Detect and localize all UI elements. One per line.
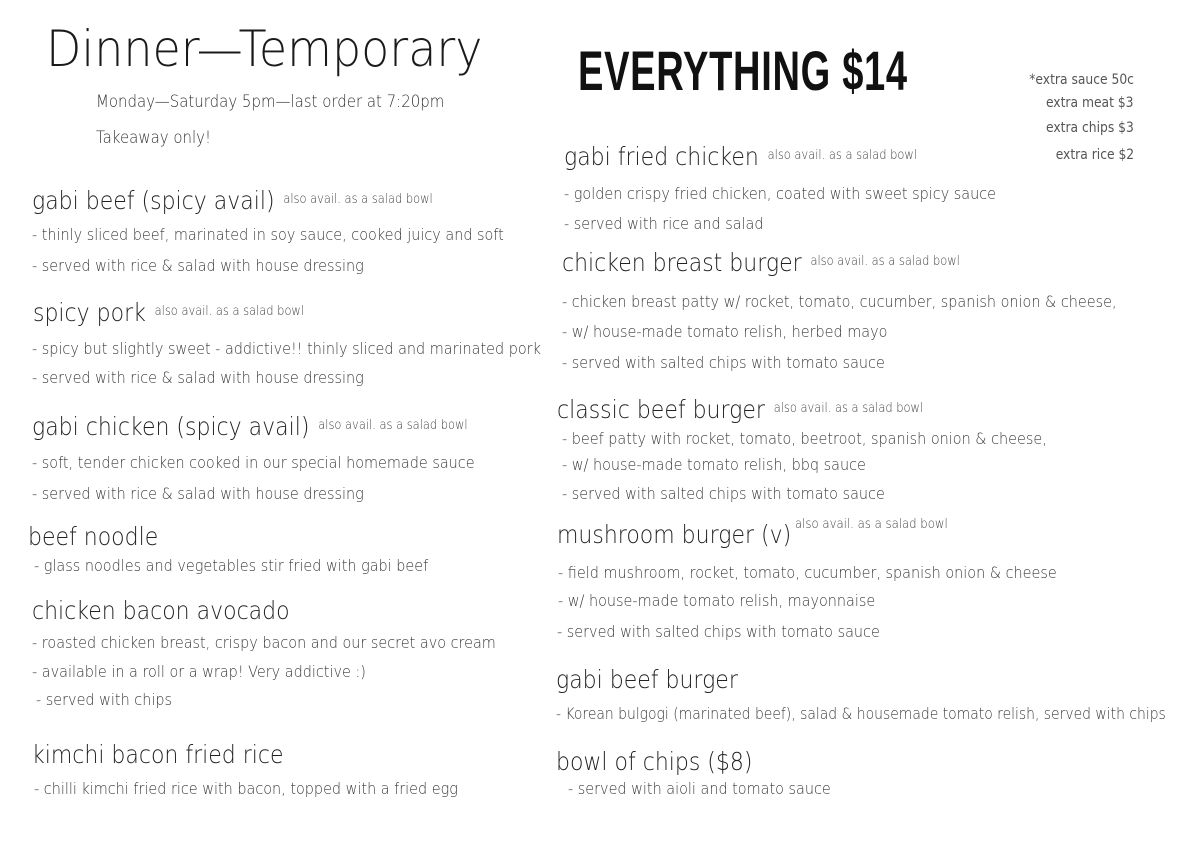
menu-item-desc: - golden crispy fried chicken, coated with sweet spicy sauce	[564, 184, 997, 203]
menu-item-name: gabi fried chicken $^{also avail. as a salad bowl}$	[564, 142, 917, 171]
menu-item-name: gabi beef burger	[556, 665, 738, 694]
menu-item-desc: - served with rice & salad with house dressing	[32, 256, 364, 275]
menu-item-desc: - served with rice & salad with house dressing	[32, 484, 364, 503]
menu-item-desc: - served with chips	[36, 690, 172, 709]
menu-item-desc: - w/ house-made tomato relish, herbed mayo	[562, 322, 888, 341]
menu-item-desc: - soft, tender chicken cooked in our special homemade sauce	[32, 453, 475, 472]
menu-item-desc: - served with salted chips with tomato sauce	[562, 353, 885, 372]
menu-item-desc: - available in a roll or a wrap! Very addictive :)	[32, 662, 366, 681]
extra-sauce: *extra sauce 50c	[1029, 72, 1134, 88]
menu-item-name: beef noodle	[28, 522, 159, 551]
extra-rice: extra rice $2	[1055, 147, 1134, 163]
menu-item-desc: - thinly sliced beef, marinated in soy sauce, cooked juicy and soft	[32, 225, 504, 244]
menu-item-name: gabi chicken (spicy avail) $^{also avail. as a salad bowl}$	[32, 412, 468, 441]
menu-item-desc: - served with rice & salad with house dressing	[32, 368, 364, 387]
menu-item-name: spicy pork $^{also avail. as a salad bowl}$	[33, 298, 304, 327]
page-title: Dinner—Temporary	[46, 20, 483, 78]
salad-bowl-note: also avail. as a salad bowl	[773, 401, 924, 416]
menu-item-name: chicken bacon avocado	[32, 596, 290, 625]
menu-item-desc: - roasted chicken breast, crispy bacon and our secret avo cream	[32, 633, 496, 652]
menu-item-desc: - beef patty with rocket, tomato, beetroot, spanish onion & cheese,	[562, 429, 1047, 448]
menu-item-name: kimchi bacon fried rice	[32, 740, 284, 769]
salad-bowl-note: also avail. as a salad bowl	[283, 192, 433, 207]
menu-item-desc: - served with aioli and tomato sauce	[568, 779, 831, 798]
price-banner: EVERYTHING $14	[578, 39, 908, 102]
salad-bowl-note: also avail. as a salad bowl	[767, 148, 917, 163]
menu-item-desc: - Korean bulgogi (marinated beef), salad & housemade tomato relish, served with chips	[556, 704, 1166, 723]
extra-meat: extra meat $3	[1046, 95, 1134, 111]
menu-item-name: chicken breast burger $^{also avail. as a salad bowl}$	[562, 248, 960, 277]
hours-text: Monday—Saturday 5pm—last order at 7:20pm	[96, 92, 445, 112]
extra-chips: extra chips $3	[1046, 120, 1134, 136]
menu-item-desc: - spicy but slightly sweet - addictive!! thinly sliced and marinated pork	[32, 339, 541, 358]
menu-item-desc: - w/ house-made tomato relish, mayonnaise	[558, 591, 876, 610]
menu-item-name: mushroom burger (v)	[557, 520, 792, 549]
salad-bowl-note: also avail. as a salad bowl	[318, 418, 468, 433]
menu-item-desc: - glass noodles and vegetables stir fried with gabi beef	[34, 556, 429, 575]
menu-item-desc: - field mushroom, rocket, tomato, cucumber, spanish onion & cheese	[558, 563, 1057, 582]
menu-item-desc: - w/ house-made tomato relish, bbq sauce	[562, 455, 866, 474]
salad-bowl-note: also avail. as a salad bowl	[154, 304, 304, 319]
menu-item-desc: - served with salted chips with tomato sauce	[557, 622, 880, 641]
menu-item-desc: - chicken breast patty w/ rocket, tomato, cucumber, spanish onion & cheese,	[562, 292, 1117, 311]
takeaway-text: Takeaway only!	[96, 128, 211, 148]
menu-item-name: gabi beef (spicy avail) $^{also avail. as a salad bowl}$	[32, 186, 433, 215]
menu-item-desc: - served with rice and salad	[564, 214, 764, 233]
menu-item-name: bowl of chips ($8)	[556, 747, 753, 776]
menu-item-desc: - chilli kimchi fried rice with bacon, topped with a fried egg	[34, 779, 458, 798]
menu-item-name: classic beef burger $^{also avail. as a salad bowl}$	[557, 395, 924, 424]
salad-bowl-note: also avail. as a salad bowl	[810, 254, 960, 269]
menu-item-desc: - served with salted chips with tomato sauce	[562, 484, 885, 503]
salad-bowl-note: also avail. as a salad bowl	[795, 517, 948, 532]
